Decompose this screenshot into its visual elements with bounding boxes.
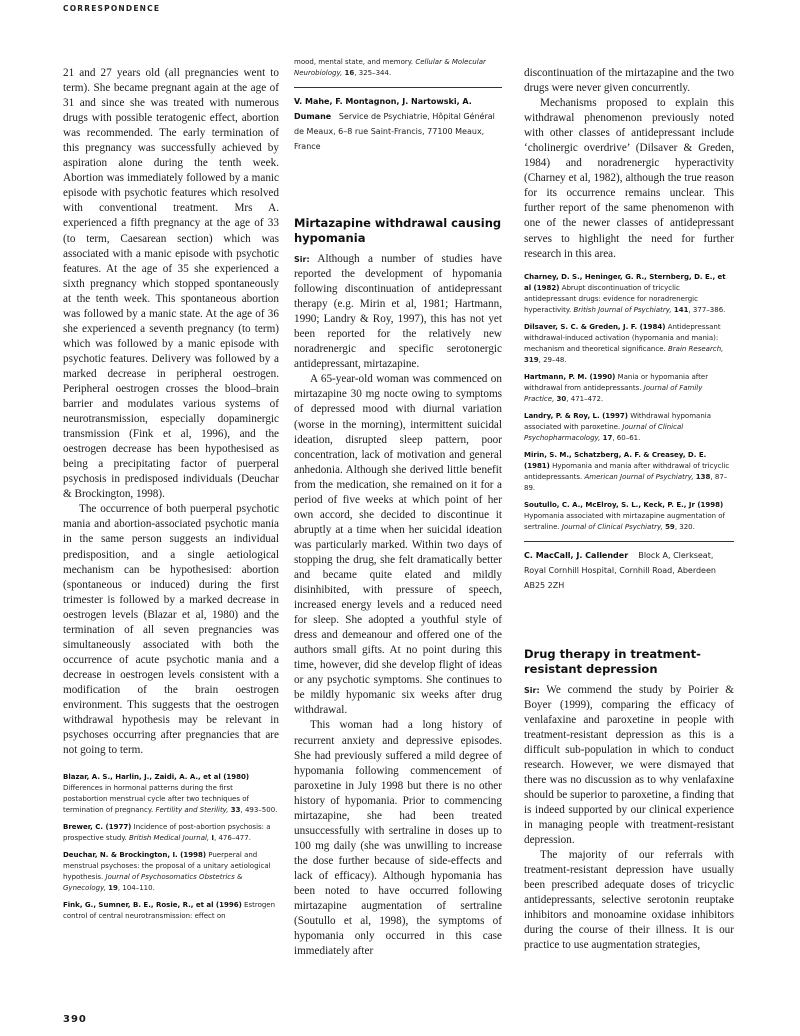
author-address: Service de Psychiatrie, Hôpital Général de Meaux, 6–8 rue Saint-Francis, 77100 Meaux, France — [294, 112, 495, 151]
reference-item: Mirin, S. M., Schatzberg, A. F. & Creasey, D. E. (1981) Hypomania and mania after withdrawal of tricyclic antidepressants. American Journal of Psychiatry, 138, 87–89. — [524, 450, 730, 492]
reference-item: Deuchar, N. & Brockington, I. (1998) Puerperal and menstrual psychoses: the proposal of a unitary aetiological hypothesis. Journal of Psychosomatics Obstetrics & Gynecology, 19, 104–110. — [63, 851, 271, 893]
left-column — [63, 66, 279, 928]
salutation: Sir: — [294, 255, 310, 264]
body-paragraph: discontinuation of the mirtazapine and the two drugs were never given concurrently. — [524, 67, 734, 95]
reference-list — [63, 772, 279, 922]
reference-item: Dilsaver, S. C. & Greden, J. F. (1984) Antidepressant withdrawal-induced activation (hypomania and mania): mechanism and theoretical significance. Brain Research, 319, 29–48. — [524, 322, 724, 364]
body-paragraph: The occurrence of both puerperal psychotic mania and abortion-associated psychotic mania in the same person suggests an individual predisposition, and a single aetiological mechanism can be hypothesised: abortion (spontaneous or induced) during the first trimester is followed by a marked decrease in oestrogen levels (Blazar et al, 1980) and the termination of all seven pregnancies was simultaneously associated with both the occurrence of acute psychotic mania and a decrease in oestrogen levels consistent with a modification of the brain oestrogen environment. This suggests that the oestrogen withdrawal hypothesis may be relevant in psychoses occurring after pregnancies that are not going to term. — [63, 503, 279, 757]
salutation: Sir: — [524, 685, 540, 695]
reference-item: Fink, G., Sumner, B. E., Rosie, R., et al (1996) Estrogen control of central neurotransmission: effect on — [63, 901, 276, 921]
author-names: V. Mahe, F. Montagnon, J. Nartowski, A. Dumane — [294, 97, 472, 121]
section-label: CORRESPONDENCE — [63, 4, 161, 13]
body-paragraph: Sir: We commend the study by Poirier & Boyer (1999), comparing the efficacy of venlafaxine and paroxetine in people with treatment-resistant depression as this is a difficult sub-population in which to conduct research. However, we were dismayed that there was no discussion as to why venlafaxine should be superior to paroxetine, a finding that is indeed supported by our clinical experience in managing people with treatment-resistant depression. — [524, 683, 734, 847]
reference-item: Hartmann, P. M. (1990) Mania or hypomania after withdrawal from antidepressants. Journal of Family Practice, 30, 471–472. — [524, 372, 709, 403]
body-paragraph: This woman had a long history of recurrent anxiety and depressive episodes. She had previously suffered a mild degree of hypomania following commencement of paroxetine in July 1998 but there is no other history of hypomania. Prior to commencing mirtazapine, she had been treated unsuccessfully with sertraline in doses up to 100 mg daily (she was unwilling to increase the dose further because of side-effects and lack of efficacy). Although hypomania has been noted to have occurred following mirtazapine augmentation of sertraline (Soutullo et al, 1998), the symptoms of hypomania only occurred in this case immediately after — [294, 719, 502, 958]
article-title: Drug therapy in treatment-resistant depression — [524, 646, 701, 676]
author-affiliation — [294, 94, 502, 154]
reference-item: Blazar, A. S., Harlin, J., Zaidi, A. A., et al (1980) Differences in hormonal patterns during the first postabortion menstrual cycle after two techniques of termination of pregnancy. Fertility and Sterility, 33, 493–500. — [63, 773, 278, 815]
author-affiliation — [524, 548, 734, 593]
reference-continuation: mood, mental state, and memory. Cellular & Molecular Neurobiology, 16, 325–344. — [294, 58, 486, 77]
divider — [524, 541, 734, 542]
author-names: C. MacCall, J. Callender — [524, 550, 629, 560]
page-number: 390 — [63, 1014, 87, 1025]
reference-item: Soutullo, C. A., McElroy, S. L., Keck, P. E., Jr (1998) Hypomania associated with mirtazapine augmentation of sertraline. Journal of Clinical Psychiatry, 59, 320. — [524, 500, 726, 531]
reference-item: Brewer, C. (1977) Incidence of post-abortion psychosis: a prospective study. British Medical Journal, I, 476–477. — [63, 823, 271, 843]
body-paragraph: 21 and 27 years old (all pregnancies went to term). She became pregnant again at the age of 31 and since she was treated with numerous drugs with possible teratogenic effect, abortion was recommended. The early termination of this pregnancy was successfully achieved by aspiration alone during the tenth week. Abortion was immediately followed by a manic episode with psychotic features which resolved with conventional treatment. Mrs A. experienced a fifth pregnancy at the age of 33 (to term, Caesarean section) which was associated with a manic episode with psychotic features. At the age of 35 she experienced a sixth pregnancy which stopped spontaneously at the tenth week. This spontaneous abortion was followed by a manic state. At the age of 36 she experienced a seventh pregnancy (to term) which was followed by a manic episode with psychotic features. Delivery was followed by a marked decrease in peripheral oestrogen. Peripheral oestrogen crosses the blood–brain barrier and modulates various systems of neurotransmission, especially dopaminergic transmission (Fink et al, 1996), and the oestrogen decrease has been hypothesised as being a precipitating factor of puerperal psychosis in predisposed individuals (Deuchar & Brockington, 1998). — [63, 67, 279, 501]
right-column — [524, 66, 734, 953]
divider — [294, 87, 502, 88]
reference-item: Charney, D. S., Heninger, G. R., Sternberg, D. E., et al (1982) Abrupt discontinuation of tricyclic antidepressant drugs: evidence for noradrenergic hyperactivity. British Journal of Psychiatry, 141, 377–386. — [524, 272, 726, 314]
body-paragraph: A 65-year-old woman was commenced on mirtazapine 30 mg nocte owing to symptoms of depressed mood with diurnal variation (worse in the morning), intermittent suicidal ideation, disrupted sleep pattern, poor concentration, lack of motivation and general anhedonia. Although she derived little benefit from the medication, she remained on it for a period of five weeks at which point of her own accord, she decided to discontinue it abruptly at a time when her suicidal ideation was particularly marked. Within two days of stopping the drug, she felt dramatically better and became quite elated and mildly disinhibited, with pressure of speech, increased energy levels and a reduced need for sleep. She adopted a youthful style of dress and demeanour and offered one of the authors small gifts. At no point during this time, however, did she develop flight of ideas or any psychotic symptoms. She continues to be mildly hypomanic six weeks after drug withdrawal. — [294, 373, 502, 717]
reference-list — [524, 272, 734, 533]
reference-item: Landry, P. & Roy, L. (1997) Withdrawal hypomania associated with paroxetine. Journal of Clinical Psychopharmacology, 17, 60–61. — [524, 411, 711, 442]
article-title: Mirtazapine withdrawal causing hypomania — [294, 216, 502, 245]
body-paragraph: Sir: Although a number of studies have reported the development of hypomania following discontinuation of antidepressant therapy (e.g. Mirin et al, 1981; Hartmann, 1990; Landry & Roy, 1997), this has not yet been reported for the relatively new noradrenergic and specific serotonergic antidepressant, mirtazapine. — [294, 253, 503, 371]
body-paragraph: Mechanisms proposed to explain this withdrawal phenomenon previously noted with other classes of antidepressant include ‘cholinergic overdrive’ (Dilsaver & Greden, 1984) and noradrenergic hyperactivity (Charney et al, 1982), although the true reason for its occurrence remains unclear. This further report of the same phenomenon with one of the newer classes of antidepressant serves to highlight the need for further research in this area. — [524, 97, 734, 260]
body-paragraph: The majority of our referrals with treatment-resistant depression have usually been prescribed adequate doses of tricyclic antidepressants, selective serotonin reuptake inhibitors and monoamine oxidase inhibitors during the course of their illness. It is our practice to use augmentation strategies, — [524, 849, 734, 952]
author-address: Block A, Clerkseat, Royal Cornhill Hospital, Cornhill Road, Aberdeen AB25 2ZH — [524, 550, 716, 590]
middle-column — [294, 57, 502, 959]
